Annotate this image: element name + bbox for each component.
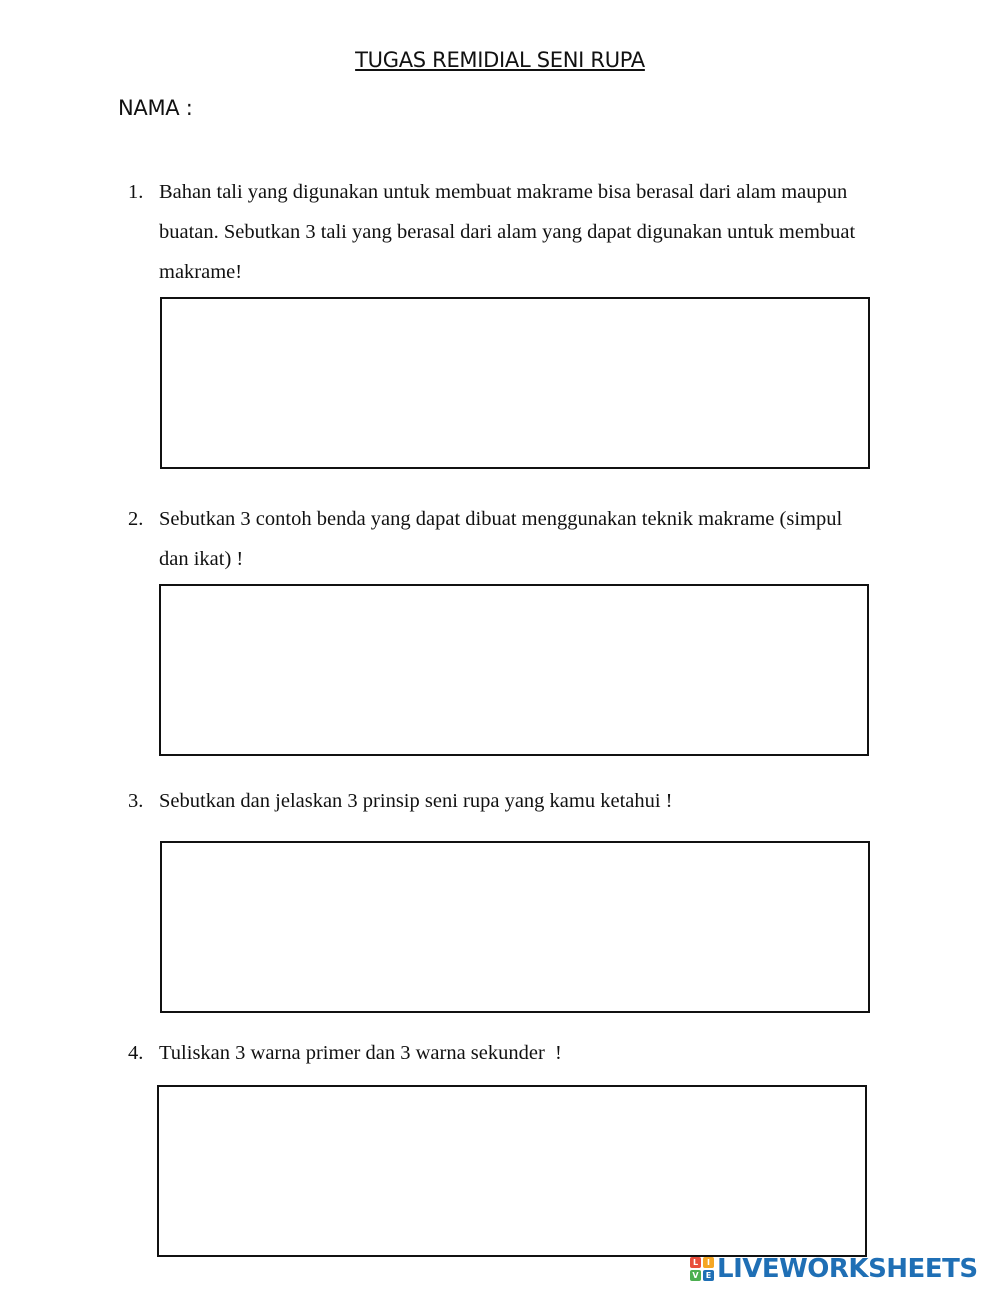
question-number: 1. <box>128 181 144 203</box>
question-text: Bahan tali yang digunakan untuk membuat makrame bisa berasal dari alam maupun buatan. Sebutkan 3 tali yang berasal dari alam yang dapat digunakan untuk membuat makrame! <box>159 181 856 283</box>
logo-letter-i: I <box>703 1257 714 1268</box>
answer-box-3[interactable] <box>160 841 870 1013</box>
question-text: Sebutkan 3 contoh benda yang dapat dibuat menggunakan teknik makrame (simpul dan ikat) ! <box>159 508 843 570</box>
question-4 <box>128 1033 879 1073</box>
question-number: 3. <box>128 790 144 812</box>
name-label: NAMA : <box>118 96 193 120</box>
logo-letter-l: L <box>690 1257 701 1268</box>
liveworksheets-logo <box>690 1254 978 1284</box>
worksheet-title: TUGAS REMIDIAL SENI RUPA <box>355 48 645 72</box>
question-number: 4. <box>128 1042 144 1064</box>
answer-box-2[interactable] <box>159 584 869 756</box>
answer-box-1[interactable] <box>160 297 870 469</box>
question-3 <box>128 781 879 821</box>
question-text: Tuliskan 3 warna primer dan 3 warna sekunder ! <box>159 1042 562 1064</box>
logo-letter-v: V <box>690 1270 701 1281</box>
liveworksheets-logo-icon <box>690 1257 714 1281</box>
question-1 <box>128 172 879 292</box>
logo-text: LIVEWORKSHEETS <box>717 1254 978 1284</box>
question-text: Sebutkan dan jelaskan 3 prinsip seni rupa yang kamu ketahui ! <box>159 790 673 812</box>
question-number: 2. <box>128 508 144 530</box>
answer-box-4[interactable] <box>157 1085 867 1257</box>
question-2 <box>128 499 859 579</box>
logo-letter-e: E <box>703 1270 714 1281</box>
